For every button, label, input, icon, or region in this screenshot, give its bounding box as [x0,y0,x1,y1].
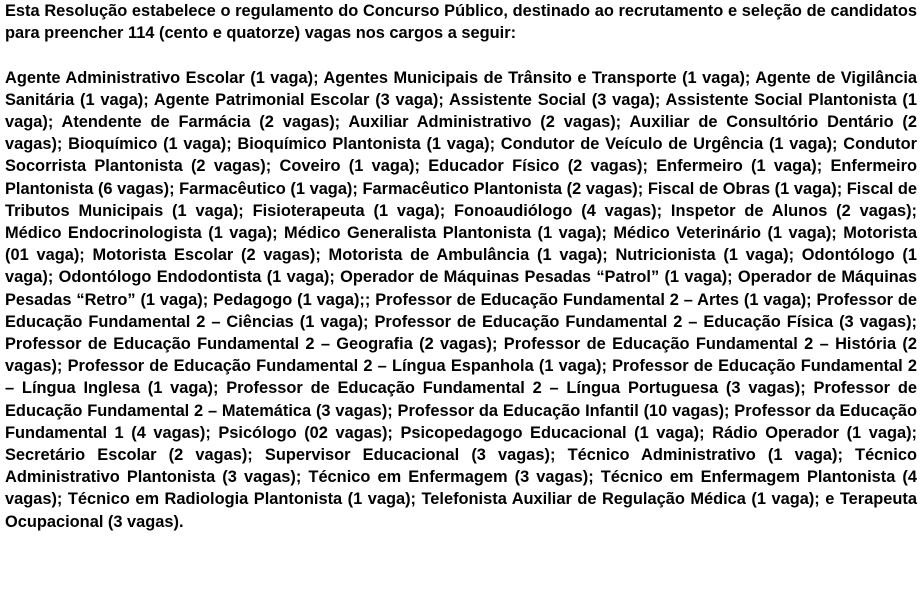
paragraph-spacer [5,44,917,66]
intro-paragraph: Esta Resolução estabelece o regulamento do Concurso Público, destinado ao recrutamento e seleção de candidatos para preencher 114 (cento e quatorze) vagas nos cargos a seguir: [5,2,917,43]
positions-paragraph: Agente Administrativo Escolar (1 vaga); Agentes Municipais de Trânsito e Transporte (1 vaga); Agente de Vigilância Sanitária (1 vaga); Agente Patrimonial Escolar (3 vaga); Assistente Social (3 vaga); Assistente Social Plantonista (1 vaga); Atendente de Farmácia (2 vagas); Auxiliar Administrativo (2 vagas); Auxiliar de Consultório Dentário (2 vagas); Bioquímico (1 vaga); Bioquímico Plantonista (1 vaga); Condutor de Veículo de Urgência (1 vaga); Condutor Socorrista Plantonista (2 vagas); Coveiro (1 vaga); Educador Físico (2 vagas); Enfermeiro (1 vaga); Enfermeiro Plantonista (6 vagas); Farmacêutico (1 vaga); Farmacêutico Plantonista (2 vagas); Fiscal de Obras (1 vaga); Fiscal de Tributos Municipais (1 vaga); Fisioterapeuta (1 vaga); Fonoaudiólogo (4 vagas); Inspetor de Alunos (2 vagas); Médico Endocrinologista (1 vaga); Médico Generalista Plantonista (1 vaga); Médico Veterinário (1 vaga); Motorista (01 vaga); Motorista Escolar (2 vagas); Motorista de Ambulância (1 vaga); Nutricionista (1 vaga); Odontólogo (1 vaga); Odontólogo Endodontista (1 vaga); Operador de Máquinas Pesadas “Patrol” (1 vaga); Operador de Máquinas Pesadas “Retro” (1 vaga); Pedagogo (1 vaga);; Professor de Educação Fundamental 2 – Artes (1 vaga); Professor de Educação Fundamental 2 – Ciências (1 vaga); Professor de Educação Fundamental 2 – Educação Física (3 vagas); Professor de Educação Fundamental 2 – Geografia (2 vagas); Professor de Educação Fundamental 2 – História (2 vagas); Professor de Educação Fundamental 2 – Língua Espanhola (1 vaga); Professor de Educação Fundamental 2 – Língua Inglesa (1 vaga); Professor de Educação Fundamental 2 – Língua Portuguesa (3 vagas); Professor de Educação Fundamental 2 – Matemática (3 vagas); Professor da Educação Infantil (10 vagas); Professor da Educação Fundamental 1 (4 vagas); Psicólogo (02 vagas); Psicopedagogo Educacional (1 vaga); Rádio Operador (1 vaga); Secretário Escolar (2 vagas); Supervisor Educacional (3 vagas); Técnico Administrativo (1 vaga); Técnico Administrativo Plantonista (3 vagas); Técnico em Enfermagem (3 vagas); Técnico em Enfermagem Plantonista (4 vagas); Técnico em Radiologia Plantonista (1 vaga); Telefonista Auxiliar de Regulação Médica (1 vaga); e Terapeuta Ocupacional (3 vagas). [5,68,917,531]
